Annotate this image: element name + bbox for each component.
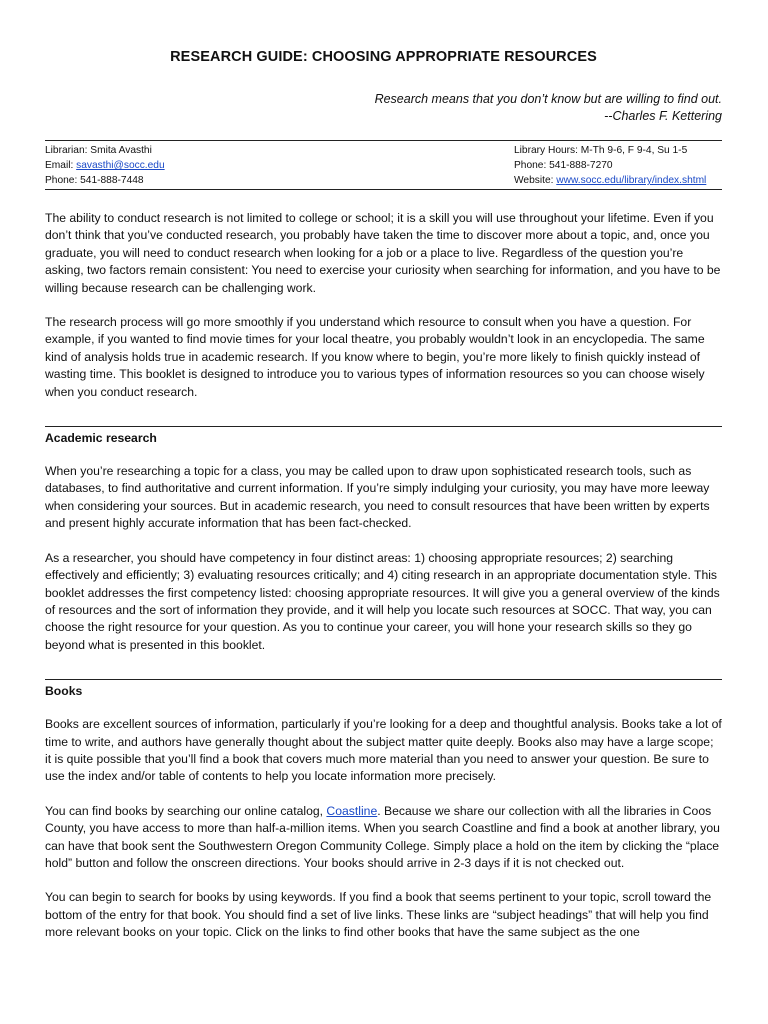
document-title: RESEARCH GUIDE: CHOOSING APPROPRIATE RESOURCES [170,49,597,65]
contact-info-box [45,140,722,190]
books-p2-text-before: You can find books by searching our online catalog, [45,803,327,818]
coastline-catalog-link[interactable]: Coastline [326,803,378,818]
books-paragraph-2 [45,803,722,873]
section-heading-books: Books [45,684,83,699]
books-p2-text-after: . Because we share our collection with all the libraries in Coos County, you have access to more than half-a-million items. When you search Coastline and find a book at another library, you can have that book sent the Southwestern Oregon Community College. Simply place a hold on the item by clicking the “place hold” button and follow the onscreen directions. Your books should arrive in 2-3 days if it is not checked out. [45,803,720,870]
epigraph-quote [45,91,722,125]
intro-paragraph-2: The research process will go more smoothly if you understand which resource to consult when you have a question. For example, if you wanted to find movie times for your local theatre, you probably wouldn’t look in an encyclopedia. The same kind of analysis holds true in academic research. If you know where to begin, you’re more likely to finish quickly instead of wasting time. This booklet is designed to introduce you to various types of information resources so you can choose wisely when you conduct research. [45,315,705,399]
librarian-name: Librarian: Smita Avasthi [45,145,152,156]
section-divider [45,426,722,427]
section-divider [45,679,722,680]
intro-paragraph-1: The ability to conduct research is not limited to college or school; it is a skill you will use throughout your lifetime. Even if you don’t think that you’ve conducted research, you probably have taken the time to discover more about a topic, and, once you graduate, you will need to conduct research when looking for a job or a place to live. Regardless of the question you’re asking, two factors remain consistent: You need to exercise your curiosity when searching for information, and you have to be willing because research can be challenging work. [45,211,721,295]
librarian-email-link[interactable]: savasthi@socc.edu [76,160,165,171]
academic-paragraph-1: When you’re researching a topic for a class, you may be called upon to draw upon sophisticated research tools, such as databases, to find authoritative and current information. If you’re simply indulging your curiosity, you may have more leeway when considering your sources. But in academic research, you need to consult resources that have been written by experts and present highly accurate information that has been fact-checked. [45,464,710,531]
library-website-link[interactable]: www.socc.edu/library/index.shtml [556,175,707,186]
library-hours: Library Hours: M-Th 9-6, F 9-4, Su 1-5 [514,145,688,156]
section-heading-academic: Academic research [45,431,157,446]
books-paragraph-1: Books are excellent sources of information, particularly if you’re looking for a deep and thoughtful analysis. Books take a lot of time to write, and authors have generally thought about the subject matter quite deeply. Books also may have a large scope; it is quite possible that you’ll find a book that covers much more material than you need to answer your question. Be sure to use the index and/or table of contents to help you locate information more precisely. [45,717,722,784]
website-label: Website: [514,175,557,186]
library-website-line [514,173,722,188]
library-phone: Phone: 541-888-7270 [514,160,613,171]
library-contact [514,143,722,188]
email-label: Email: [45,160,77,171]
books-paragraph-3: You can begin to search for books by using keywords. If you find a book that seems pertinent to your topic, scroll toward the bottom of the entry for that book. You should find a set of live links. These links are “subject headings” that will help you find more relevant books on your topic. Click on the links to find other books that have the same subject as the one [45,890,712,940]
librarian-phone: Phone: 541-888-7448 [45,175,144,186]
librarian-contact [45,143,165,188]
academic-paragraph-2: As a researcher, you should have competency in four distinct areas: 1) choosing appropriate resources; 2) searching effectively and efficiently; 3) evaluating resources critically; and 4) citing research in an appropriate documentation style. This booklet addresses the first competency listed: choosing appropriate resources. It will give you a general overview of the kinds of resources and the sort of information they provide, and it will help you locate such resources at SOCC. That way, you can choose the right resource for your question. As you to continue your career, you will hone your research skills so they go beyond what is presented in this booklet. [45,550,720,652]
librarian-email-line [45,158,165,173]
quote-text: Research means that you don’t know but are willing to find out. [374,92,722,106]
quote-author: --Charles F. Kettering [604,109,722,123]
